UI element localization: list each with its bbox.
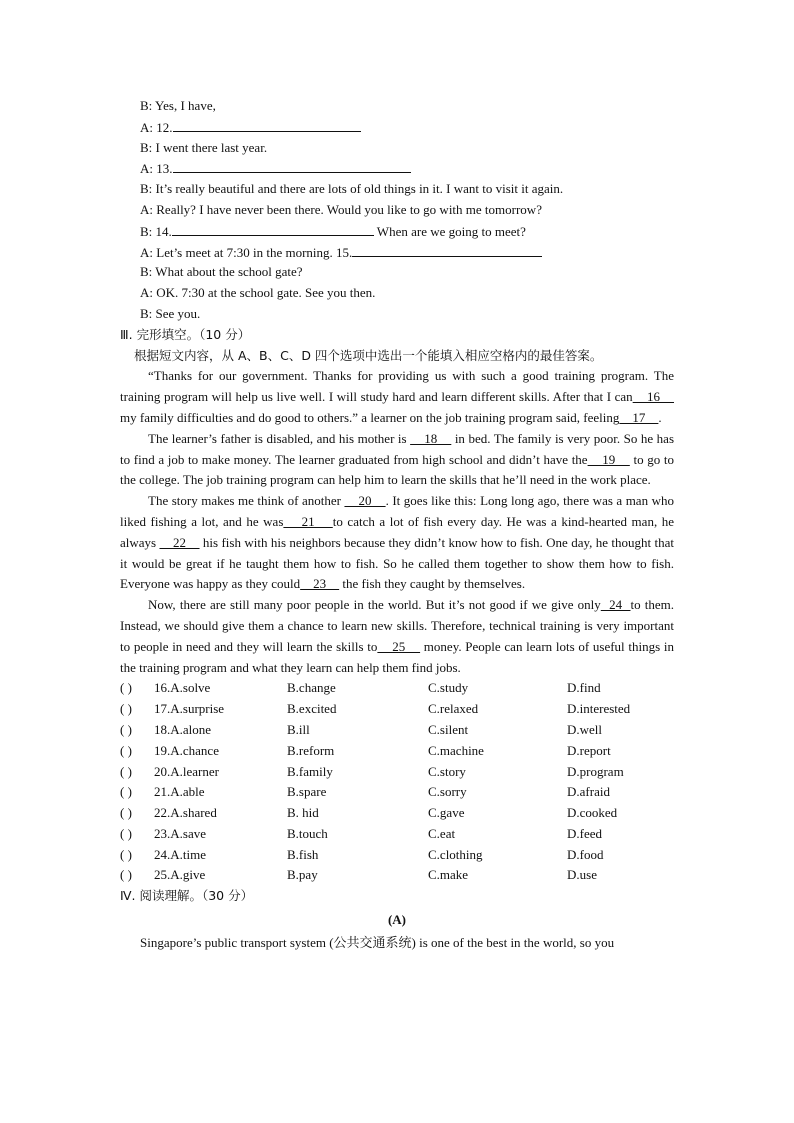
option-a: 21.A.able	[154, 784, 205, 800]
option-a: 23.A.save	[154, 825, 206, 841]
option-a: 24.A.time	[154, 846, 206, 862]
option-d: D.well	[567, 721, 603, 737]
option-c: C.relaxed	[428, 701, 479, 717]
option-b: B.fish	[287, 846, 319, 862]
option-c: C.silent	[428, 721, 469, 737]
answer-paren[interactable]: ( )	[120, 784, 132, 800]
option-a: 17.A.surprise	[154, 701, 225, 717]
option-c: C.make	[428, 867, 469, 883]
answer-paren[interactable]: ( )	[120, 742, 132, 758]
worksheet-page	[120, 96, 674, 954]
cloze-paragraph-1: “Thanks for our government. Thanks for providing us with such a good training program. The training program will help us live well. I will study hard and learn different skills. After that I can 16 my family difficulties and do good to others.” a learner on the job training program said, feeling 17 .	[120, 368, 674, 425]
option-a: 20.A.learner	[154, 763, 219, 779]
option-a: 25.A.give	[154, 867, 206, 883]
answer-paren[interactable]: ( )	[120, 721, 132, 737]
cloze-blank-24: 24	[600, 597, 631, 613]
dialogue-line: B: What about the school gate?	[140, 264, 303, 280]
dialogue-line: B: 14. When are we going to meet?	[120, 221, 674, 242]
dialogue-line: A: Let’s meet at 7:30 in the morning. 15.	[120, 242, 674, 263]
question-row	[120, 782, 674, 803]
option-a: 16.A.solve	[154, 680, 211, 696]
option-d: D.report	[567, 742, 611, 758]
option-b: B.touch	[287, 825, 328, 841]
cloze-blank-20: 20	[344, 493, 386, 509]
option-b: B.family	[287, 763, 333, 779]
option-d: D.interested	[567, 701, 631, 717]
option-c: C.story	[428, 763, 466, 779]
option-c: C.gave	[428, 805, 465, 821]
answer-blank-13[interactable]	[173, 158, 411, 173]
option-d: D.food	[567, 846, 604, 862]
dialogue	[120, 96, 674, 325]
answer-paren[interactable]: ( )	[120, 763, 132, 779]
cloze-blank-22: 22	[159, 534, 200, 550]
cloze-paragraph-4: Now, there are still many poor people in the world. But it’s not good if we give only 24 to them. Instead, we should give them a chance to learn new skills. Therefore, technical training is very important to people in need and they will learn the skills to 25 money. People can learn lots of useful things in the training program and what they learn can help them find jobs.	[120, 597, 674, 675]
dialogue-line: A: 12.	[120, 117, 674, 138]
section-3-instruction: 根据短文内容，从 A、B、C、D 四个选项中选出一个能填入相应空格内的最佳答案。	[134, 347, 603, 363]
question-row	[120, 699, 674, 720]
passage-a-title: (A)	[387, 912, 407, 928]
option-a: 19.A.chance	[154, 742, 219, 758]
answer-paren[interactable]: ( )	[120, 680, 132, 696]
option-a: 22.A.shared	[154, 805, 217, 821]
dialogue-line: B: I went there last year.	[140, 139, 268, 155]
option-d: D.find	[567, 680, 601, 696]
question-row	[120, 720, 674, 741]
cloze-paragraph-3: The story makes me think of another 20 . It goes like this: Long long ago, there was a man who liked fishing a lot, and he was 21 to catch a lot of fish every day. He was a kind-hearted man, he always 22 his fish with his neighbors because they didn’t know how to fish. One day, he thought that it would be great if he taught them how to fish. So he called them together to show them how to fish. Everyone was happy as they could 23 the fish they caught by themselves.	[120, 493, 675, 592]
answer-paren[interactable]: ( )	[120, 867, 132, 883]
option-a: 18.A.alone	[154, 721, 212, 737]
option-b: B. hid	[287, 805, 319, 821]
cloze-blank-21: 21	[283, 513, 333, 529]
answer-paren[interactable]: ( )	[120, 805, 132, 821]
option-b: B.excited	[287, 701, 337, 717]
dialogue-line: A: OK. 7:30 at the school gate. See you then.	[140, 285, 376, 301]
question-row	[120, 865, 674, 886]
option-c: C.machine	[428, 742, 484, 758]
dialogue-line: B: Yes, I have,	[140, 98, 216, 113]
question-row	[120, 678, 674, 699]
option-c: C.clothing	[428, 846, 483, 862]
section-3-heading: Ⅲ. 完形填空。（10 分）	[120, 326, 251, 342]
dialogue-line: A: Really? I have never been there. Would you like to go with me tomorrow?	[140, 201, 542, 217]
answer-paren[interactable]: ( )	[120, 701, 132, 717]
dialogue-line: A: 13.	[120, 158, 674, 179]
cloze-blank-23: 23	[300, 576, 340, 592]
option-c: C.sorry	[428, 784, 467, 800]
answer-paren[interactable]: ( )	[120, 825, 132, 841]
cloze-paragraph-2: The learner’s father is disabled, and his mother is 18 in bed. The family is very poor. So he has to find a job to make money. The learner graduated from high school and didn’t have the 19 to go to the college. The job training program can help him to learn the skills that he’ll need in the work place.	[120, 430, 675, 488]
question-row	[120, 803, 674, 824]
question-row	[120, 741, 674, 762]
cloze-blank-17: 17	[619, 409, 659, 425]
reading-passage-first-line: Singapore’s public transport system (公共交通系统) is one of the best in the world, so you	[140, 935, 615, 951]
cloze-blank-25: 25	[377, 638, 421, 654]
option-b: B.pay	[287, 867, 318, 883]
question-list	[120, 678, 674, 886]
cloze-blank-16: 16	[632, 389, 674, 405]
option-b: B.spare	[287, 784, 327, 800]
option-b: B.ill	[287, 721, 310, 737]
option-d: D.program	[567, 763, 624, 779]
cloze-blank-19: 19	[587, 451, 630, 467]
answer-paren[interactable]: ( )	[120, 846, 132, 862]
answer-blank-12[interactable]	[173, 117, 361, 132]
dialogue-line: B: See you.	[140, 305, 201, 321]
section-4-heading: Ⅳ. 阅读理解。（30 分）	[120, 888, 254, 904]
option-d: D.afraid	[567, 784, 610, 800]
option-b: B.change	[287, 680, 336, 696]
option-c: C.study	[428, 680, 469, 696]
option-c: C.eat	[428, 825, 456, 841]
answer-blank-15[interactable]	[352, 242, 542, 257]
question-row	[120, 845, 674, 866]
answer-blank-14[interactable]	[172, 221, 374, 236]
question-row	[120, 824, 674, 845]
option-d: D.use	[567, 867, 597, 883]
option-d: D.cooked	[567, 805, 618, 821]
dialogue-line: B: It’s really beautiful and there are lots of old things in it. I want to visit it again.	[140, 181, 564, 197]
question-row	[120, 762, 674, 783]
cloze-blank-18: 18	[410, 430, 452, 446]
option-b: B.reform	[287, 742, 335, 758]
option-d: D.feed	[567, 825, 603, 841]
